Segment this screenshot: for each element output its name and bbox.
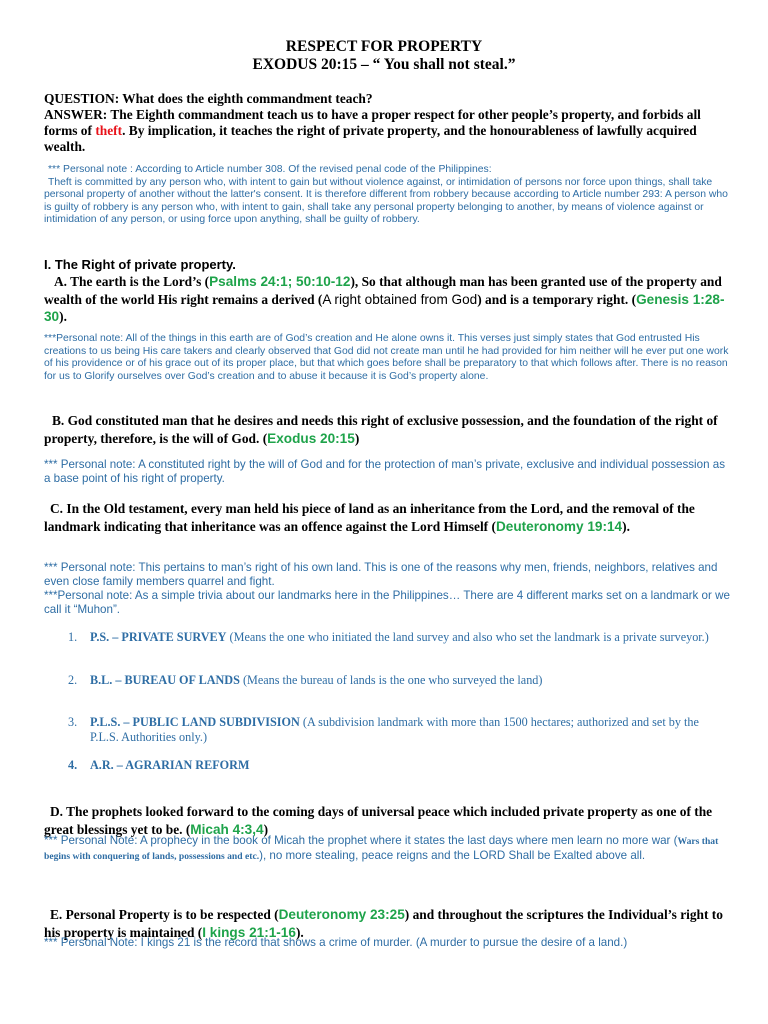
document-page: RESPECT FOR PROPERTY EXODUS 20:15 – “ You shall not steal.” QUESTION: What does the eighth commandment teach? ANSWER: The Eighth commandment teach us to have a proper respect for other people’s property, and forbids all forms of theft. By implication, it teaches the right of private property, and the honourableness of lawfully acquired wealth. *** Personal note : According to Article number 308. Of the revised penal code of the Philippines: Theft is committed by any person who, with intent to gain but without violence against, or intimidation of persons nor force upon things, shall take personal property of another without the latter's consent. It is therefore different from robbery because according to Article number 293: A person who is guilty of robbery is any person who, with intent to gain, shall take any personal property belonging to another, by means of violence against or intimidation of any person, or using force upon anything, shall be guilty of robbery. I. The Right of private property. A. The earth is the Lord’s (Psalms 24:1; 50:10-12), So that although man has been granted use of the property and wealth of the world His right remains a derived (A right obtained from God) and is a temporary right. (Genesis 1:28-30). ***Personal note: All of the things in this earth are of God’s creation and He alone owns it. This verses just simply states that God entrusted His creations to us being His care takers and clearly observed that God did not create man until he had provided for him neither will he ever put one work of his providence or of his grace out of its proper place, but that which goes before shall be preparatory to that which follows after. There is no reason for us to Glorify ourselves over God’s creation and to abuse it because it is God’s property alone. B. God constituted man that he desires and needs this right of exclusive possession, and the foundation of the right of property, therefore, is the will of God. (Exodus 20:15) *** Personal note: A constituted right by the will of God and for the protection of man’s private, exclusive and individual possession as a base point of his right of property. C. In the Old testament, every man held his piece of land as an inheritance from the Lord, and the removal of the landmark indicating that inheritance was an offence against the Lord Himself (Deuteronomy 19:14). *** Personal note: This pertains to man’s right of his own land. This is one of the reasons why men, friends, neighbors, relatives and even close family members quarrel and fight. ***Personal note: As a simple trivia about our landmarks here in the Philippines… There are 4 different marks set on a landmark or we call it “Muhon”. 1. P.S. – PRIVATE SURVEY (Means the one who initiated the land survey and also who set the landmark is a private surveyor.) 2. B.L. – BUREAU OF LANDS (Means the bureau of lands is the one who surveyed the land) 3. P.L.S. – PUBLIC LAND SUBDIVISION (A subdivision landmark with more than 1500 hectares; authorized and set by the P.L.S. Authorities only.) 4. A.R. – AGRARIAN REFORM D. The prophets looked forward to the coming days of universal peace which included private property as one of the great blessings yet to be. (Micah 4:3,4) *** Personal Note: A prophecy in the book of Micah the prophet where it states the last days where men learn no more war (Wars that begins with conquering of lands, possessions and etc.), no more stealing, peace reigns and the LORD Shall be Exalted above all. E. Personal Property is to be respected (Deuteronomy 23:25) and throughout the scriptures the Individual’s right to his property is maintained (I kings 21:1-16). *** Personal Note: I kings 21 is the record that shows a crime of murder. (A murder to pursue the desire of a land.) [0, 0, 768, 1024]
derived-right-phrase: A right obtained from God [322, 291, 478, 307]
personal-note-e: *** Personal Note: I kings 21 is the record that shows a crime of murder. (A murder to pursue the desire of a land.) [44, 936, 628, 949]
ref-psalms: Psalms 24:1; 50:10-12 [209, 274, 351, 289]
answer-text: ANSWER: The Eighth commandment teach us to have a proper respect for other people’s property, and forbids all forms of theft. By implication, it teaches the right of private property, and the honourableness of lawfully acquired wealth. [44, 107, 701, 154]
wars-phrase: Wars that begins with conquering of lands, possessions and etc. [44, 836, 719, 862]
personal-note-a: ***Personal note: All of the things in this earth are of God’s creation and He alone owns it. This verses just simply states that God entrusted His creations to us being His care takers and clearly observed that God did not create man until he had provided for him neither will he ever put one work of his providence or of his grace out of its proper place, but that which goes before shall be preparatory to that which follows after. There is no reason for us to Glorify ourselves over God’s creation and to abuse it because it is God’s property alone. [44, 333, 729, 382]
personal-note-d: *** Personal Note: A prophecy in the book of Micah the prophet where it states the last days where men learn no more war (Wars that begins with conquering of lands, possessions and etc.), no more stealing, peace reigns and the LORD Shall be Exalted above all. [44, 834, 719, 862]
ref-deuteronomy-19: Deuteronomy 19:14 [495, 518, 623, 534]
point-b: B. God constituted man that he desires and needs this right of exclusive possession, and the foundation of the right of property, therefore, is the will of God. (Exodus 20:15) [44, 413, 718, 446]
section-heading: I. The Right of private property. [44, 257, 236, 272]
point-a: A. The earth is the Lord’s (Psalms 24:1; 50:10-12), So that although man has been granted use of the property and wealth of the world His right remains a derived (A right obtained from God) and is a temporary right. (Genesis 1:28-30). [44, 274, 725, 324]
question-answer [44, 91, 734, 155]
ref-exodus: Exodus 20:15 [267, 430, 355, 446]
personal-note-c: *** Personal note: This pertains to man’s right of his own land. This is one of the reasons why men, friends, neighbors, relatives and even close family members quarrel and fight. ***Personal note: As a simple trivia about our landmarks here in the Philippines… There are 4 different marks set on a landmark or we call it “Muhon”. [44, 561, 730, 616]
point-d: D. The prophets looked forward to the coming days of universal peace which included private property as one of the great blessings yet to be. (Micah 4:3,4) [44, 804, 713, 837]
ref-micah: Micah 4:3,4 [190, 821, 264, 837]
point-c: C. In the Old testament, every man held his piece of land as an inheritance from the Lord, and the removal of the landmark indicating that inheritance was an offence against the Lord Himself (Deuteronomy 19:14). [44, 501, 695, 534]
theft-word: theft [95, 123, 123, 138]
ref-genesis: Genesis 1:28-30 [44, 291, 725, 324]
ref-deuteronomy-23: Deuteronomy 23:25 [278, 907, 405, 922]
ref-i-kings: I kings 21:1-16 [202, 924, 296, 940]
point-e: E. Personal Property is to be respected (Deuteronomy 23:25) and throughout the scriptures the Individual’s right to his property is maintained (I kings 21:1-16). [44, 907, 723, 940]
document-subtitle: EXODUS 20:15 – “ You shall not steal.” [252, 56, 516, 73]
document-title: RESPECT FOR PROPERTY [285, 38, 483, 55]
personal-note-penal-code: *** Personal note : According to Article number 308. Of the revised penal code of the Philippines: Theft is committed by any person who, with intent to gain but without violence against, or intimidation of persons nor force upon things, shall take personal property of another without the latter's consent. It is therefore different from robbery because according to Article number 293: A person who is guilty of robbery is any person who, with intent to gain, shall take any personal property belonging to another, by means of violence against or intimidation of any person, or using force upon anything, shall be guilty of robbery. [44, 164, 728, 225]
personal-note-b: *** Personal note: A constituted right by the will of God and for the protection of man’s private, exclusive and individual possession as a base point of his right of property. [44, 458, 725, 485]
question-text: QUESTION: What does the eighth commandment teach? [44, 91, 373, 106]
